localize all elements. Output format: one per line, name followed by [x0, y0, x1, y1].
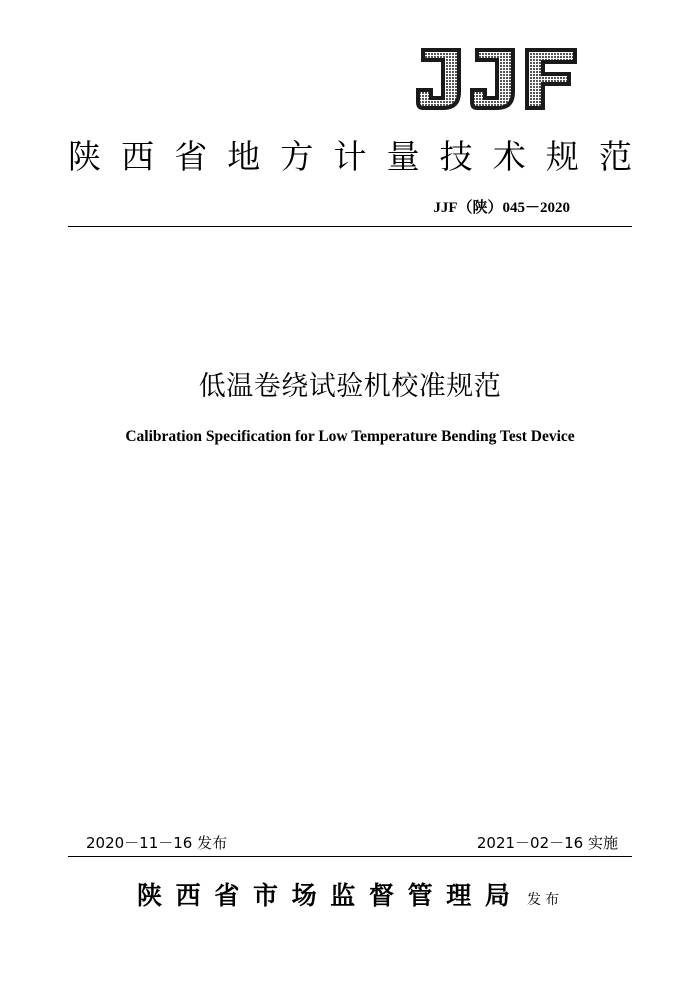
series-title	[68, 133, 632, 181]
issuer-char: 管	[407, 881, 433, 910]
issuing-authority	[137, 876, 510, 916]
document-title-chinese: 低温卷绕试验机校准规范	[198, 371, 502, 402]
issuer-char: 督	[368, 881, 394, 910]
series-title-char: 陕	[68, 137, 101, 176]
series-title-char: 地	[227, 137, 261, 176]
series-title-char: 规	[545, 137, 579, 176]
issuer-char: 陕	[137, 881, 163, 910]
series-title-char: 量	[386, 137, 420, 176]
issuer-char: 场	[291, 881, 317, 910]
issuer-char: 省	[214, 881, 240, 910]
series-title-char: 省	[174, 137, 208, 176]
bottom-divider	[68, 856, 632, 857]
issuer-char: 理	[446, 881, 472, 910]
document-code: JJF（陕）045－2020	[433, 200, 570, 216]
issuer-char: 市	[252, 881, 278, 910]
logo-letter-j1	[416, 48, 461, 110]
top-divider	[68, 226, 632, 227]
logo-letter-j2	[470, 48, 515, 110]
issue-date: 2020－11－16 发布	[86, 834, 228, 852]
issuer-char: 西	[175, 881, 201, 910]
jjf-logo	[413, 44, 580, 114]
series-title-char: 方	[280, 137, 314, 176]
issuer-char: 局	[484, 881, 510, 910]
document-title-english: Calibration Specification for Low Temperature Bending Test Device	[125, 428, 575, 445]
series-title-char: 术	[492, 137, 526, 176]
logo-letter-f	[525, 48, 577, 110]
series-title-char: 范	[598, 137, 632, 176]
implementation-date: 2021－02－16 实施	[476, 834, 618, 852]
series-title-char: 技	[439, 137, 473, 176]
issuer-char: 监	[330, 881, 356, 910]
series-title-char: 西	[121, 137, 155, 176]
series-title-char: 计	[333, 137, 367, 176]
issuer-suffix: 发布	[527, 892, 563, 908]
